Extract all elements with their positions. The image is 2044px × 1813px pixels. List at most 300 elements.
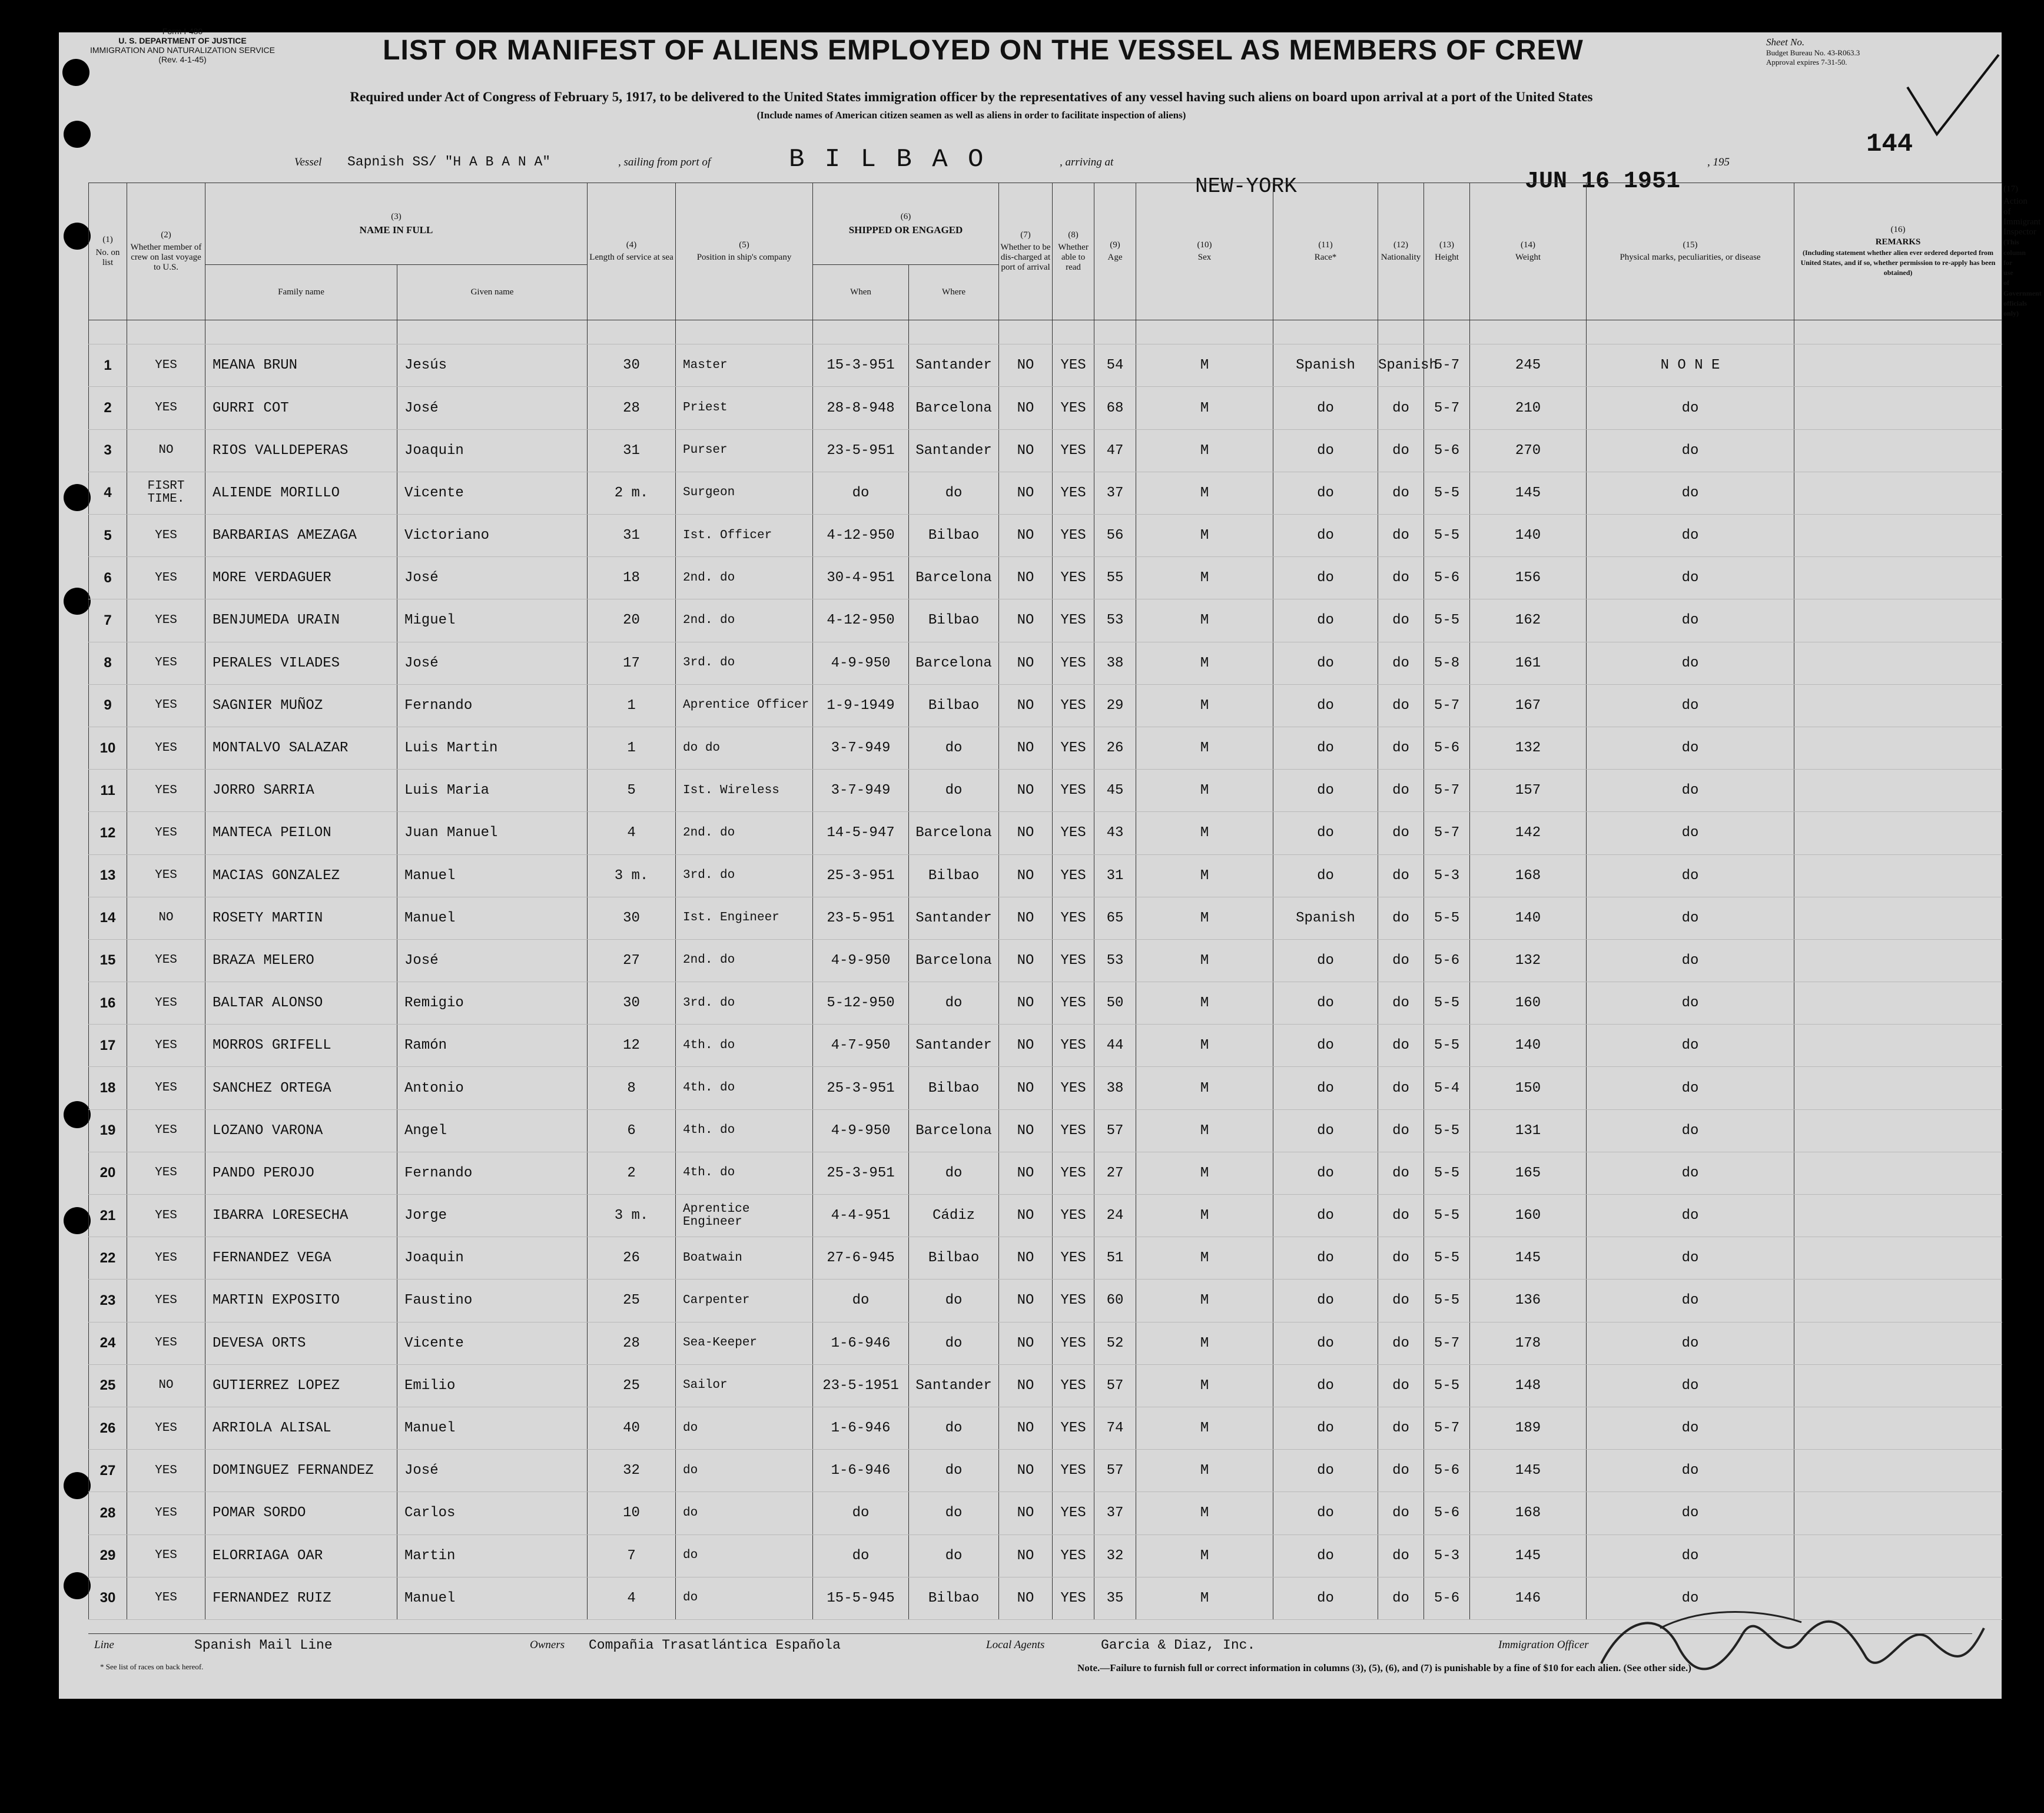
age-cell: 50 [1094,982,1136,1025]
previous-voyage-cell: YES [127,812,205,854]
race-cell: do [1273,1492,1378,1534]
service-length-cell: 1 [588,684,676,727]
age-cell: 57 [1094,1450,1136,1492]
owners-label: Owners [530,1639,565,1651]
shipped-when-cell: 4-9-950 [813,939,909,982]
given-name-cell: Carlos [397,1492,588,1534]
inspector-action-cell [1794,599,2002,642]
inspector-action-cell [1794,1322,2002,1364]
previous-voyage-cell: YES [127,1492,205,1534]
height-cell: 5-6 [1424,429,1470,472]
shipped-when-cell: 23-5-951 [813,429,909,472]
physical-marks-cell: do [1587,939,1794,982]
discharged-cell: NO [999,1322,1053,1364]
height-cell: 5-7 [1424,1407,1470,1449]
service-length-cell: 30 [588,982,676,1025]
discharged-cell: NO [999,1450,1053,1492]
weight-cell: 167 [1470,684,1587,727]
col-header-given-name: Given name [397,265,588,320]
family-name-cell: MORE VERDAGUER [205,557,397,599]
height-cell: 5-5 [1424,599,1470,642]
previous-voyage-cell: YES [127,939,205,982]
family-name-cell: ROSETY MARTIN [205,897,397,939]
family-name-cell: DOMINGUEZ FERNANDEZ [205,1450,397,1492]
shipped-where-cell: do [909,1534,999,1577]
previous-voyage-cell: NO [127,429,205,472]
race-cell: Spanish [1273,897,1378,939]
sex-cell: M [1136,472,1273,514]
service-length-cell: 3 m. [588,854,676,897]
col-header-sex: (10) Sex [1136,183,1273,320]
service-length-cell: 40 [588,1407,676,1449]
race-cell: do [1273,1109,1378,1152]
height-cell: 5-6 [1424,1492,1470,1534]
physical-marks-cell: do [1587,1407,1794,1449]
shipped-when-cell: 1-9-1949 [813,684,909,727]
shipped-when-cell: 1-6-946 [813,1407,909,1449]
weight-cell: 168 [1470,854,1587,897]
sex-cell: M [1136,1492,1273,1534]
table-row [89,1280,2002,1322]
height-cell: 5-6 [1424,557,1470,599]
position-cell: Master [676,344,813,387]
shipped-where-cell: do [909,1492,999,1534]
inspector-action-cell [1794,982,2002,1025]
previous-voyage-cell: YES [127,1280,205,1322]
physical-marks-cell: do [1587,387,1794,429]
age-cell: 38 [1094,1067,1136,1109]
race-cell: do [1273,812,1378,854]
able-to-read-cell: YES [1053,1195,1094,1237]
position-cell: 3rd. do [676,982,813,1025]
crew-no-cell: 17 [89,1025,127,1067]
nationality-cell: do [1378,557,1424,599]
col-header-service: (4) Length of service at sea [588,183,676,320]
given-name-cell: Luis Martin [397,727,588,769]
family-name-cell: MARTIN EXPOSITO [205,1280,397,1322]
race-cell: do [1273,684,1378,727]
race-cell: do [1273,854,1378,897]
weight-cell: 142 [1470,812,1587,854]
act-of-congress-text: Required under Act of Congress of February 5, 1917, to be delivered to the United States immigration officer by the representatives of any vessel having such aliens on board upon arrival at a port of the United States [350,90,1593,104]
nationality-cell: do [1378,770,1424,812]
table-row [89,472,2002,514]
sailing-label: , sailing from port of [618,156,711,168]
physical-marks-cell: do [1587,1280,1794,1322]
shipped-where-cell: do [909,1450,999,1492]
able-to-read-cell: YES [1053,812,1094,854]
height-cell: 5-4 [1424,1067,1470,1109]
crew-no-cell: 19 [89,1109,127,1152]
shipped-where-cell: do [909,1280,999,1322]
service-length-cell: 20 [588,599,676,642]
crew-no-cell: 14 [89,897,127,939]
nationality-cell: do [1378,1152,1424,1194]
able-to-read-cell: YES [1053,1534,1094,1577]
crew-no-cell: 27 [89,1450,127,1492]
family-name-cell: BENJUMEDA URAIN [205,599,397,642]
nationality-cell: do [1378,897,1424,939]
crew-no-cell: 13 [89,854,127,897]
year-suffix: , 195 [1707,156,1730,168]
able-to-read-cell: YES [1053,1450,1094,1492]
shipped-where-cell: Santander [909,344,999,387]
given-name-cell: Miguel [397,599,588,642]
given-name-cell: Manuel [397,854,588,897]
previous-voyage-cell: YES [127,557,205,599]
weight-cell: 145 [1470,1450,1587,1492]
able-to-read-cell: YES [1053,1025,1094,1067]
age-cell: 57 [1094,1364,1136,1407]
discharged-cell: NO [999,854,1053,897]
height-cell: 5-5 [1424,472,1470,514]
age-cell: 38 [1094,642,1136,684]
crew-no-cell: 3 [89,429,127,472]
physical-marks-cell: do [1587,642,1794,684]
shipped-where-cell: do [909,1322,999,1364]
age-cell: 57 [1094,1109,1136,1152]
shipped-when-cell: 4-7-950 [813,1025,909,1067]
given-name-cell: Vicente [397,472,588,514]
discharged-cell: NO [999,557,1053,599]
given-name-cell: José [397,939,588,982]
position-cell: do [676,1450,813,1492]
race-cell: do [1273,429,1378,472]
given-name-cell: Victoriano [397,515,588,557]
weight-cell: 178 [1470,1322,1587,1364]
family-name-cell: FERNANDEZ RUIZ [205,1577,397,1619]
able-to-read-cell: YES [1053,599,1094,642]
penalty-note: Note.—Failure to furnish full or correct information in columns (3), (5), (6), and (7) is punishable by a fine of $10 for each alien. (See other side.) [1077,1662,1691,1673]
service-length-cell: 12 [588,1025,676,1067]
family-name-cell: BALTAR ALONSO [205,982,397,1025]
discharged-cell: NO [999,770,1053,812]
weight-cell: 150 [1470,1067,1587,1109]
crew-no-cell: 24 [89,1322,127,1364]
family-name-cell: PANDO PEROJO [205,1152,397,1194]
punch-hole [64,121,91,148]
crew-no-cell: 21 [89,1195,127,1237]
discharged-cell: NO [999,599,1053,642]
shipped-where-cell: Cádiz [909,1195,999,1237]
nationality-cell: do [1378,599,1424,642]
inspector-action-cell [1794,1280,2002,1322]
budget-line: Approval expires 7-31-50. [1766,57,1847,67]
table-row [89,1322,2002,1364]
race-cell: do [1273,1280,1378,1322]
physical-marks-cell: do [1587,854,1794,897]
nationality-cell: do [1378,642,1424,684]
able-to-read-cell: YES [1053,642,1094,684]
service-length-cell: 10 [588,1492,676,1534]
able-to-read-cell: YES [1053,1280,1094,1322]
previous-voyage-cell: YES [127,1577,205,1619]
nationality-cell: do [1378,727,1424,769]
col-header-discharged: (7) Whether to be dis-charged at port of arrival [999,183,1053,320]
weight-cell: 165 [1470,1152,1587,1194]
inspector-action-cell [1794,939,2002,982]
previous-voyage-cell: YES [127,1534,205,1577]
height-cell: 5-5 [1424,1025,1470,1067]
col-header-shipped: (6) SHIPPED OR ENGAGED [813,183,999,265]
nationality-cell: do [1378,854,1424,897]
given-name-cell: Antonio [397,1067,588,1109]
family-name-cell: MONTALVO SALAZAR [205,727,397,769]
discharged-cell: NO [999,1280,1053,1322]
service-length-cell: 28 [588,1322,676,1364]
shipped-where-cell: Santander [909,1025,999,1067]
race-cell: do [1273,1237,1378,1280]
nationality-cell: do [1378,1534,1424,1577]
previous-voyage-cell: FISRT TIME. [127,472,205,514]
nationality-cell: do [1378,1280,1424,1322]
position-cell: 2nd. do [676,599,813,642]
discharged-cell: NO [999,1364,1053,1407]
crew-no-cell: 12 [89,812,127,854]
shipped-where-cell: Santander [909,1364,999,1407]
discharged-cell: NO [999,1067,1053,1109]
race-cell: do [1273,1364,1378,1407]
race-cell: do [1273,1067,1378,1109]
table-row [89,1195,2002,1237]
family-name-cell: PERALES VILADES [205,642,397,684]
nationality-cell: do [1378,1025,1424,1067]
sex-cell: M [1136,684,1273,727]
physical-marks-cell: do [1587,897,1794,939]
able-to-read-cell: YES [1053,897,1094,939]
punch-hole [64,1572,91,1599]
service-length-cell: 17 [588,642,676,684]
col-header-position: (5) Position in ship's company [676,183,813,320]
service-length-cell: 30 [588,897,676,939]
family-name-cell: SANCHEZ ORTEGA [205,1067,397,1109]
age-cell: 32 [1094,1534,1136,1577]
age-cell: 27 [1094,1152,1136,1194]
vessel-label: Vessel [294,156,322,168]
shipped-where-cell: Barcelona [909,1109,999,1152]
sex-cell: M [1136,770,1273,812]
age-cell: 53 [1094,939,1136,982]
inspector-action-cell [1794,472,2002,514]
col-header-read: (8) Whether able to read [1053,183,1094,320]
nationality-cell: do [1378,1577,1424,1619]
nationality-cell: do [1378,387,1424,429]
include-names-note: (Include names of American citizen seamen as well as aliens in order to facilitate inspection of aliens) [756,110,1186,121]
height-cell: 5-5 [1424,982,1470,1025]
age-cell: 45 [1094,770,1136,812]
header-row: (1) No. on list (2) Whether member of crew on last voyage to U.S. (3) NAME IN FULL (4) Length of service at sea (5) Position in ship's company (6) SHIPPED OR ENGAGED (7) Whether to be dis-charged at port of arrival (8) Whether able to read (9) Age (10) Sex (11) Race* (12) Nationality (13) Height (14) Weight (15) Physical marks, peculiarities, or disease (16) REMARKS (Including statement whether alien ever ordered deported from United States, and if so, whether permission to re-apply has been obtained) (17) Action of Immigrant Inspector (This column for use of Government officials only) [89,183,2002,265]
service-length-cell: 31 [588,515,676,557]
race-cell: do [1273,1450,1378,1492]
crew-rows [89,320,2002,1620]
crew-no-cell: 22 [89,1237,127,1280]
table-row [89,854,2002,897]
punch-hole [64,1207,91,1234]
sex-cell: M [1136,642,1273,684]
table-row [89,1067,2002,1109]
table-row [89,642,2002,684]
able-to-read-cell: YES [1053,684,1094,727]
table-row [89,1237,2002,1280]
age-cell: 60 [1094,1280,1136,1322]
weight-cell: 157 [1470,770,1587,812]
nationality-cell: do [1378,1237,1424,1280]
able-to-read-cell: YES [1053,515,1094,557]
previous-voyage-cell: YES [127,387,205,429]
position-cell: Ist. Officer [676,515,813,557]
blank-row [89,320,2002,344]
age-cell: 52 [1094,1322,1136,1364]
age-cell: 56 [1094,515,1136,557]
nationality-cell: do [1378,515,1424,557]
discharged-cell: NO [999,1195,1053,1237]
physical-marks-cell: do [1587,1492,1794,1534]
shipped-when-cell: 4-12-950 [813,599,909,642]
inspector-action-cell [1794,1407,2002,1449]
table-row [89,1109,2002,1152]
height-cell: 5-5 [1424,1152,1470,1194]
shipped-where-cell: do [909,982,999,1025]
col-header-height: (13) Height [1424,183,1470,320]
punch-hole [64,484,91,511]
table-row [89,727,2002,769]
service-length-cell: 18 [588,557,676,599]
able-to-read-cell: YES [1053,1067,1094,1109]
family-name-cell: MORROS GRIFELL [205,1025,397,1067]
inspector-action-cell [1794,897,2002,939]
weight-cell: 210 [1470,387,1587,429]
sex-cell: M [1136,599,1273,642]
position-cell: do do [676,727,813,769]
weight-cell: 189 [1470,1407,1587,1449]
shipped-where-cell: do [909,1407,999,1449]
crew-no-cell: 23 [89,1280,127,1322]
form-id-line: Form I-480 [162,26,203,36]
shipped-when-cell: do [813,1280,909,1322]
table-row [89,1492,2002,1534]
sex-cell: M [1136,557,1273,599]
nationality-cell: do [1378,939,1424,982]
table-row [89,1364,2002,1407]
sex-cell: M [1136,1025,1273,1067]
nationality-cell: do [1378,982,1424,1025]
height-cell: 5-6 [1424,1450,1470,1492]
family-name-cell: MANTECA PEILON [205,812,397,854]
height-cell: 5-3 [1424,1534,1470,1577]
discharged-cell: NO [999,1025,1053,1067]
col-header-previous-voyage: (2) Whether member of crew on last voyage to U.S. [127,183,205,320]
crew-no-cell: 28 [89,1492,127,1534]
service-length-cell: 2 [588,1152,676,1194]
table-row [89,344,2002,387]
shipped-when-cell: 15-3-951 [813,344,909,387]
given-name-cell: José [397,1450,588,1492]
check-mark-icon [1902,52,2002,140]
service-length-cell: 31 [588,429,676,472]
height-cell: 5-5 [1424,1280,1470,1322]
inspector-action-cell [1794,1109,2002,1152]
col-header-family-name: Family name [205,265,397,320]
height-cell: 5-7 [1424,1322,1470,1364]
shipped-where-cell: do [909,727,999,769]
age-cell: 43 [1094,812,1136,854]
given-name-cell: Joaquin [397,429,588,472]
physical-marks-cell: do [1587,1534,1794,1577]
previous-voyage-cell: YES [127,515,205,557]
crew-no-cell: 9 [89,684,127,727]
crew-no-cell: 4 [89,472,127,514]
weight-cell: 156 [1470,557,1587,599]
race-cell: do [1273,1407,1378,1449]
crew-no-cell: 7 [89,599,127,642]
weight-cell: 140 [1470,515,1587,557]
punch-hole [64,223,91,250]
shipped-when-cell: do [813,1492,909,1534]
nationality-cell: Spanish [1378,344,1424,387]
given-name-cell: Fernando [397,1152,588,1194]
given-name-cell: Ramón [397,1025,588,1067]
nationality-cell: do [1378,429,1424,472]
shipped-when-cell: 1-6-946 [813,1322,909,1364]
shipped-where-cell: Bilbao [909,854,999,897]
form-id-line: IMMIGRATION AND NATURALIZATION SERVICE [90,45,275,55]
age-cell: 68 [1094,387,1136,429]
table-row [89,1534,2002,1577]
race-cell: do [1273,642,1378,684]
age-cell: 31 [1094,854,1136,897]
height-cell: 5-5 [1424,1109,1470,1152]
weight-cell: 145 [1470,1237,1587,1280]
given-name-cell: Angel [397,1109,588,1152]
weight-cell: 132 [1470,727,1587,769]
vessel-name: Sapnish SS/ "H A B A N A" [347,154,551,170]
shipped-when-cell: 25-3-951 [813,1067,909,1109]
nationality-cell: do [1378,1492,1424,1534]
inspector-action-cell [1794,1450,2002,1492]
discharged-cell: NO [999,387,1053,429]
able-to-read-cell: YES [1053,429,1094,472]
sex-cell: M [1136,854,1273,897]
sex-cell: M [1136,982,1273,1025]
given-name-cell: Jorge [397,1195,588,1237]
given-name-cell: Faustino [397,1280,588,1322]
race-cell: do [1273,599,1378,642]
height-cell: 5-5 [1424,515,1470,557]
shipped-when-cell: 28-8-948 [813,387,909,429]
physical-marks-cell: do [1587,599,1794,642]
table-row [89,1152,2002,1194]
table-row [89,770,2002,812]
service-length-cell: 30 [588,344,676,387]
col-header-weight: (14) Weight [1470,183,1587,320]
discharged-cell: NO [999,642,1053,684]
given-name-cell: Jesús [397,344,588,387]
given-name-cell: Manuel [397,1577,588,1619]
shipped-when-cell: 23-5-951 [813,897,909,939]
physical-marks-cell: do [1587,557,1794,599]
inspector-action-cell [1794,770,2002,812]
nationality-cell: do [1378,472,1424,514]
shipped-where-cell: Bilbao [909,515,999,557]
previous-voyage-cell: NO [127,897,205,939]
previous-voyage-cell: NO [127,1364,205,1407]
previous-voyage-cell: YES [127,1067,205,1109]
crew-no-cell: 15 [89,939,127,982]
service-length-cell: 4 [588,812,676,854]
age-cell: 35 [1094,1577,1136,1619]
shipped-where-cell: Barcelona [909,642,999,684]
age-cell: 47 [1094,429,1136,472]
